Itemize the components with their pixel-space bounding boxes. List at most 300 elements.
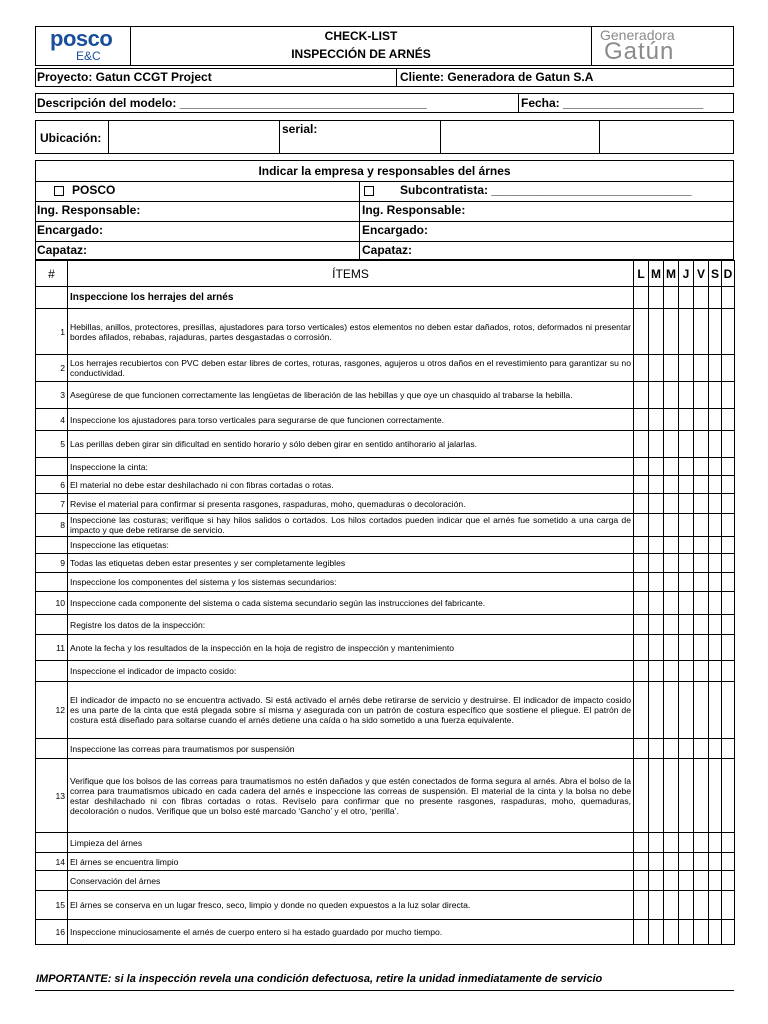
check-cell-fri[interactable] <box>694 476 709 494</box>
check-cell-wed[interactable] <box>664 871 679 891</box>
check-cell-fri[interactable] <box>694 494 709 514</box>
section-heading: Conservación del árnes <box>68 871 634 891</box>
location-label: Ubicación: <box>40 131 102 145</box>
item-text: El indicador de impacto no se encuentra activado. Si está activado el arnés debe retirarse de servicio y destruirse. El indicador de impacto cosido es una parte de la cinta que está plegada sobre sí misma y asegurada con un patrón de costura específico que sostiene el pliegue. El patrón de costura está diseñado para soltarse cuando el arnés detiene una caída o ha sido sometido a una fuerza equivalente. <box>68 682 634 739</box>
check-cell-fri[interactable] <box>694 661 709 682</box>
left-foreman-label: Capataz: <box>37 243 88 257</box>
check-cell-tue[interactable] <box>649 833 664 853</box>
check-cell-wed[interactable] <box>664 309 679 355</box>
item-text: Los herrajes recubiertos con PVC deben estar libres de cortes, roturas, rasgones, agujeros u otros daños en el revestimiento para garantizar su no conductividad. <box>68 355 634 382</box>
company-line-2 <box>36 221 733 222</box>
subcontractor-label: Subcontratista: ______________________________ <box>400 183 692 197</box>
check-cell-thu[interactable] <box>679 739 694 759</box>
table-row <box>36 476 735 494</box>
check-cell-tue[interactable] <box>649 661 664 682</box>
item-number <box>36 287 68 309</box>
check-cell-thu[interactable] <box>679 309 694 355</box>
check-cell-sat[interactable] <box>709 615 722 635</box>
section-heading: Inspeccione los herrajes del arnés <box>68 287 634 309</box>
check-cell-thu[interactable] <box>679 871 694 891</box>
day-header-sun: D <box>722 261 735 287</box>
check-cell-wed[interactable] <box>664 739 679 759</box>
section-heading: Inspeccione las etiquetas: <box>68 537 634 554</box>
check-cell-mon[interactable] <box>634 476 649 494</box>
check-cell-sun[interactable] <box>722 573 735 592</box>
item-text: Hebillas, anillos, protectores, presillas, ajustadores para torso verticales) estos elementos no deben estar dañados, rotos, deformados ni presentar bordes afilados, rebabas, rajaduras, partes desgastadas o corrosión. <box>68 309 634 355</box>
section-heading: Inspeccione la cinta: <box>68 458 634 476</box>
check-cell-sat[interactable] <box>709 409 722 431</box>
check-cell-tue[interactable] <box>649 287 664 309</box>
check-cell-tue[interactable] <box>649 309 664 355</box>
check-cell-thu[interactable] <box>679 615 694 635</box>
check-cell-sun[interactable] <box>722 833 735 853</box>
item-number: 6 <box>36 476 68 494</box>
check-cell-sat[interactable] <box>709 382 722 409</box>
item-number: 15 <box>36 891 68 920</box>
section-heading: Limpieza del árnes <box>68 833 634 853</box>
serial-label: serial: <box>282 122 318 136</box>
num-header: # <box>36 261 68 287</box>
item-number <box>36 739 68 759</box>
footer-line <box>35 990 734 991</box>
table-row <box>36 592 735 615</box>
check-cell-wed[interactable] <box>664 573 679 592</box>
important-note: IMPORTANTE: si la inspección revela una condición defectuosa, retire la unidad inmediatamente de servicio <box>36 973 603 985</box>
check-cell-sun[interactable] <box>722 682 735 739</box>
item-number <box>36 833 68 853</box>
table-row <box>36 431 735 458</box>
check-cell-wed[interactable] <box>664 682 679 739</box>
check-cell-tue[interactable] <box>649 514 664 537</box>
item-number: 16 <box>36 920 68 945</box>
check-cell-thu[interactable] <box>679 554 694 573</box>
project-label: Proyecto: Gatun CCGT Project <box>37 70 212 84</box>
section-heading: Inspeccione el indicador de impacto cosido: <box>68 661 634 682</box>
check-cell-sun[interactable] <box>722 309 735 355</box>
check-cell-tue[interactable] <box>649 573 664 592</box>
day-header-wed: M <box>664 261 679 287</box>
item-text: Todas las etiquetas deben estar presentes y ser completamente legibles <box>68 554 634 573</box>
check-cell-tue[interactable] <box>649 592 664 615</box>
check-cell-sun[interactable] <box>722 287 735 309</box>
item-text: Inspeccione minuciosamente el arnés de cuerpo entero si ha estado guardado por mucho tiempo. <box>68 920 634 945</box>
check-cell-fri[interactable] <box>694 871 709 891</box>
check-cell-mon[interactable] <box>634 287 649 309</box>
check-cell-thu[interactable] <box>679 592 694 615</box>
item-text: El árnes se encuentra limpio <box>68 853 634 871</box>
table-row <box>36 409 735 431</box>
check-cell-sat[interactable] <box>709 494 722 514</box>
item-text: El árnes se conserva en un lugar fresco, seco, limpio y donde no queden expuestos a la luz solar directa. <box>68 891 634 920</box>
check-cell-mon[interactable] <box>634 514 649 537</box>
check-cell-tue[interactable] <box>649 382 664 409</box>
check-cell-sat[interactable] <box>709 853 722 871</box>
model-row <box>35 93 734 113</box>
check-cell-mon[interactable] <box>634 759 649 833</box>
subcontractor-checkbox[interactable] <box>364 186 374 196</box>
table-row <box>36 355 735 382</box>
check-cell-fri[interactable] <box>694 615 709 635</box>
item-text: Asegúrese de que funcionen correctamente las lengüetas de liberación de las hebillas y que oye un chasquido al trabarse la hebilla. <box>68 382 634 409</box>
item-text: Anote la fecha y los resultados de la inspección en la hoja de registro de inspección y mantenimiento <box>68 635 634 661</box>
location-divider-4 <box>599 121 600 153</box>
model-divider <box>518 94 519 112</box>
check-cell-sun[interactable] <box>722 431 735 458</box>
check-cell-tue[interactable] <box>649 409 664 431</box>
table-row <box>36 682 735 739</box>
item-number: 12 <box>36 682 68 739</box>
check-cell-tue[interactable] <box>649 615 664 635</box>
posco-checkbox[interactable] <box>54 186 64 196</box>
company-heading-line <box>36 181 733 182</box>
check-cell-mon[interactable] <box>634 635 649 661</box>
project-divider <box>396 69 397 86</box>
check-cell-fri[interactable] <box>694 920 709 945</box>
posco-option-label: POSCO <box>72 183 116 197</box>
document-title-line2: INSPECCIÓN DE ARNÉS <box>291 47 431 61</box>
check-cell-sat[interactable] <box>709 920 722 945</box>
check-cell-sun[interactable] <box>722 635 735 661</box>
gatun-logo-line2: Gatún <box>604 38 675 65</box>
check-cell-sat[interactable] <box>709 458 722 476</box>
check-cell-fri[interactable] <box>694 431 709 458</box>
document-title-line1: CHECK-LIST <box>324 29 398 43</box>
check-cell-thu[interactable] <box>679 355 694 382</box>
check-cell-fri[interactable] <box>694 355 709 382</box>
check-cell-wed[interactable] <box>664 514 679 537</box>
check-cell-mon[interactable] <box>634 615 649 635</box>
check-cell-wed[interactable] <box>664 554 679 573</box>
check-cell-sat[interactable] <box>709 287 722 309</box>
check-cell-fri[interactable] <box>694 514 709 537</box>
inspection-table <box>35 260 735 945</box>
check-cell-sun[interactable] <box>722 853 735 871</box>
table-body <box>36 287 735 945</box>
check-cell-sun[interactable] <box>722 355 735 382</box>
check-cell-tue[interactable] <box>649 537 664 554</box>
items-header: ÍTEMS <box>68 261 634 287</box>
check-cell-sat[interactable] <box>709 833 722 853</box>
check-cell-sat[interactable] <box>709 431 722 458</box>
item-number <box>36 871 68 891</box>
check-cell-fri[interactable] <box>694 635 709 661</box>
check-cell-sun[interactable] <box>722 739 735 759</box>
item-text: Verifique que los bolsos de las correas para traumatismos no estén dañados y que estén conectados de forma segura al arnés. Abra el bolso de la correa para traumatismos ubicado en cada cadera del arnés e inspeccione las correas de suspensión. El material de la cinta y la bolsa no debe estar deshilachado ni con fibras cortadas o rotas. Revíselo para confirmar que no presente rasgones, raspaduras, moho, quemaduras, decoloración o nudos. Verifique que un bolso esté marcado ‘Gancho’ y el otro, ‘perilla’. <box>68 759 634 833</box>
check-cell-thu[interactable] <box>679 458 694 476</box>
check-cell-wed[interactable] <box>664 635 679 661</box>
check-cell-mon[interactable] <box>634 853 649 871</box>
item-text: Inspeccione las costuras; verifique si hay hilos salidos o cortados. Los hilos cortados pueden indicar que el arnés fue sometido a una carga de impacto y que debe retirarse de servicio. <box>68 514 634 537</box>
check-cell-mon[interactable] <box>634 739 649 759</box>
check-cell-mon[interactable] <box>634 573 649 592</box>
date-label: Fecha: _____________________ <box>521 96 704 110</box>
check-cell-tue[interactable] <box>649 458 664 476</box>
check-cell-tue[interactable] <box>649 476 664 494</box>
check-cell-thu[interactable] <box>679 476 694 494</box>
check-cell-tue[interactable] <box>649 554 664 573</box>
check-cell-fri[interactable] <box>694 573 709 592</box>
check-cell-thu[interactable] <box>679 759 694 833</box>
check-cell-fri[interactable] <box>694 554 709 573</box>
check-cell-mon[interactable] <box>634 920 649 945</box>
check-cell-sun[interactable] <box>722 514 735 537</box>
check-cell-tue[interactable] <box>649 759 664 833</box>
section-row <box>36 458 735 476</box>
check-cell-sun[interactable] <box>722 494 735 514</box>
check-cell-wed[interactable] <box>664 409 679 431</box>
check-cell-sat[interactable] <box>709 739 722 759</box>
check-cell-fri[interactable] <box>694 287 709 309</box>
check-cell-sat[interactable] <box>709 891 722 920</box>
check-cell-sun[interactable] <box>722 891 735 920</box>
check-cell-fri[interactable] <box>694 537 709 554</box>
location-value[interactable] <box>109 121 279 153</box>
subcontractor-option[interactable] <box>364 183 692 197</box>
check-cell-thu[interactable] <box>679 537 694 554</box>
item-number: 8 <box>36 514 68 537</box>
check-cell-mon[interactable] <box>634 355 649 382</box>
check-cell-sat[interactable] <box>709 476 722 494</box>
item-number: 9 <box>36 554 68 573</box>
check-cell-sat[interactable] <box>709 514 722 537</box>
logo-box <box>35 26 131 66</box>
check-cell-mon[interactable] <box>634 494 649 514</box>
table-row <box>36 635 735 661</box>
check-cell-thu[interactable] <box>679 891 694 920</box>
item-number: 7 <box>36 494 68 514</box>
client-logo-box <box>591 26 734 66</box>
check-cell-tue[interactable] <box>649 494 664 514</box>
check-cell-wed[interactable] <box>664 382 679 409</box>
check-cell-sun[interactable] <box>722 409 735 431</box>
check-cell-wed[interactable] <box>664 592 679 615</box>
check-cell-wed[interactable] <box>664 759 679 833</box>
check-cell-thu[interactable] <box>679 382 694 409</box>
posco-logo: posco <box>50 26 113 51</box>
check-cell-mon[interactable] <box>634 871 649 891</box>
check-cell-sat[interactable] <box>709 309 722 355</box>
check-cell-sun[interactable] <box>722 615 735 635</box>
check-cell-fri[interactable] <box>694 853 709 871</box>
check-cell-sun[interactable] <box>722 554 735 573</box>
check-cell-wed[interactable] <box>664 891 679 920</box>
check-cell-mon[interactable] <box>634 833 649 853</box>
check-cell-fri[interactable] <box>694 458 709 476</box>
check-cell-wed[interactable] <box>664 494 679 514</box>
check-cell-fri[interactable] <box>694 409 709 431</box>
check-cell-thu[interactable] <box>679 514 694 537</box>
check-cell-mon[interactable] <box>634 891 649 920</box>
check-cell-wed[interactable] <box>664 661 679 682</box>
item-number: 5 <box>36 431 68 458</box>
check-cell-thu[interactable] <box>679 853 694 871</box>
check-cell-thu[interactable] <box>679 661 694 682</box>
check-cell-tue[interactable] <box>649 431 664 458</box>
check-cell-fri[interactable] <box>694 891 709 920</box>
check-cell-sat[interactable] <box>709 661 722 682</box>
check-cell-sat[interactable] <box>709 355 722 382</box>
item-text: El material no debe estar deshilachado ni con fibras cortadas o rotas. <box>68 476 634 494</box>
table-header-row <box>36 261 735 287</box>
check-cell-tue[interactable] <box>649 891 664 920</box>
table-row <box>36 759 735 833</box>
day-header-sat: S <box>709 261 722 287</box>
check-cell-fri[interactable] <box>694 592 709 615</box>
item-number <box>36 661 68 682</box>
left-manager-label: Encargado: <box>37 223 104 237</box>
check-cell-sat[interactable] <box>709 871 722 891</box>
posco-logo-subtitle: E&C <box>76 49 101 63</box>
check-cell-wed[interactable] <box>664 537 679 554</box>
project-row <box>35 68 734 87</box>
check-cell-thu[interactable] <box>679 431 694 458</box>
section-row <box>36 537 735 554</box>
check-cell-thu[interactable] <box>679 833 694 853</box>
check-cell-sun[interactable] <box>722 476 735 494</box>
check-cell-thu[interactable] <box>679 409 694 431</box>
check-cell-mon[interactable] <box>634 554 649 573</box>
section-row <box>36 287 735 309</box>
check-cell-sun[interactable] <box>722 920 735 945</box>
check-cell-tue[interactable] <box>649 682 664 739</box>
day-header-fri: V <box>694 261 709 287</box>
check-cell-mon[interactable] <box>634 592 649 615</box>
table-row <box>36 494 735 514</box>
item-text: Inspeccione cada componente del sistema o cada sistema secundario según las instrucciones del fabricante. <box>68 592 634 615</box>
check-cell-thu[interactable] <box>679 287 694 309</box>
right-engineer-label: Ing. Responsable: <box>362 203 466 217</box>
check-cell-sun[interactable] <box>722 537 735 554</box>
right-foreman-label: Capataz: <box>362 243 413 257</box>
item-number: 1 <box>36 309 68 355</box>
item-number: 14 <box>36 853 68 871</box>
check-cell-tue[interactable] <box>649 853 664 871</box>
model-label: Descripción del modelo: _____________________________________ <box>37 96 427 110</box>
check-cell-fri[interactable] <box>694 833 709 853</box>
check-cell-tue[interactable] <box>649 739 664 759</box>
section-row <box>36 739 735 759</box>
check-cell-sun[interactable] <box>722 661 735 682</box>
item-number <box>36 537 68 554</box>
location-divider-2 <box>279 121 280 153</box>
section-row <box>36 615 735 635</box>
check-cell-thu[interactable] <box>679 573 694 592</box>
check-cell-wed[interactable] <box>664 920 679 945</box>
check-cell-mon[interactable] <box>634 409 649 431</box>
check-cell-sat[interactable] <box>709 592 722 615</box>
check-cell-sat[interactable] <box>709 682 722 739</box>
check-cell-sun[interactable] <box>722 592 735 615</box>
title-box <box>130 26 592 66</box>
check-cell-sat[interactable] <box>709 537 722 554</box>
check-cell-mon[interactable] <box>634 537 649 554</box>
item-number: 3 <box>36 382 68 409</box>
check-cell-thu[interactable] <box>679 494 694 514</box>
check-cell-fri[interactable] <box>694 682 709 739</box>
check-cell-sat[interactable] <box>709 554 722 573</box>
location-row <box>35 120 734 154</box>
check-cell-tue[interactable] <box>649 871 664 891</box>
check-cell-sun[interactable] <box>722 759 735 833</box>
section-heading: Inspeccione las correas para traumatismos por suspensión <box>68 739 634 759</box>
posco-option[interactable] <box>54 183 115 197</box>
check-cell-wed[interactable] <box>664 853 679 871</box>
company-line-3 <box>36 241 733 242</box>
check-cell-thu[interactable] <box>679 920 694 945</box>
left-engineer-label: Ing. Responsable: <box>37 203 141 217</box>
check-cell-mon[interactable] <box>634 431 649 458</box>
check-cell-thu[interactable] <box>679 635 694 661</box>
check-cell-fri[interactable] <box>694 382 709 409</box>
check-cell-sat[interactable] <box>709 759 722 833</box>
day-header-mon: L <box>634 261 649 287</box>
item-text: Revise el material para confirmar si presenta rasgones, raspaduras, moho, quemaduras o decoloración. <box>68 494 634 514</box>
check-cell-fri[interactable] <box>694 739 709 759</box>
check-cell-wed[interactable] <box>664 355 679 382</box>
item-number: 11 <box>36 635 68 661</box>
check-cell-tue[interactable] <box>649 635 664 661</box>
check-cell-fri[interactable] <box>694 309 709 355</box>
check-cell-wed[interactable] <box>664 833 679 853</box>
check-cell-wed[interactable] <box>664 287 679 309</box>
day-header-tue: M <box>649 261 664 287</box>
check-cell-mon[interactable] <box>634 661 649 682</box>
table-row <box>36 309 735 355</box>
right-manager-label: Encargado: <box>362 223 429 237</box>
company-section <box>35 160 734 260</box>
item-number: 2 <box>36 355 68 382</box>
check-cell-sat[interactable] <box>709 573 722 592</box>
check-cell-mon[interactable] <box>634 309 649 355</box>
table-row <box>36 554 735 573</box>
section-row <box>36 871 735 891</box>
check-cell-thu[interactable] <box>679 682 694 739</box>
gatun-logo-line1: Generadora <box>600 27 675 43</box>
section-heading: Registre los datos de la inspección: <box>68 615 634 635</box>
company-heading: Indicar la empresa y responsables del árnes <box>258 164 511 178</box>
client-label: Cliente: Generadora de Gatun S.A <box>400 70 594 84</box>
check-cell-mon[interactable] <box>634 682 649 739</box>
item-number: 13 <box>36 759 68 833</box>
check-cell-sun[interactable] <box>722 382 735 409</box>
check-cell-wed[interactable] <box>664 615 679 635</box>
location-divider-3 <box>440 121 441 153</box>
check-cell-sun[interactable] <box>722 458 735 476</box>
table-row <box>36 382 735 409</box>
check-cell-mon[interactable] <box>634 458 649 476</box>
table-row <box>36 920 735 945</box>
item-text: Inspeccione los ajustadores para torso verticales para segurarse de que funcionen correctamente. <box>68 409 634 431</box>
company-line-1 <box>36 201 733 202</box>
day-header-thu: J <box>679 261 694 287</box>
item-number <box>36 615 68 635</box>
table-row <box>36 514 735 537</box>
check-cell-wed[interactable] <box>664 476 679 494</box>
check-cell-sat[interactable] <box>709 635 722 661</box>
check-cell-sun[interactable] <box>722 871 735 891</box>
check-cell-fri[interactable] <box>694 759 709 833</box>
table-row <box>36 853 735 871</box>
item-number <box>36 458 68 476</box>
section-row <box>36 833 735 853</box>
check-cell-tue[interactable] <box>649 920 664 945</box>
check-cell-wed[interactable] <box>664 431 679 458</box>
check-cell-mon[interactable] <box>634 382 649 409</box>
section-row <box>36 573 735 592</box>
check-cell-tue[interactable] <box>649 355 664 382</box>
section-row <box>36 661 735 682</box>
check-cell-wed[interactable] <box>664 458 679 476</box>
